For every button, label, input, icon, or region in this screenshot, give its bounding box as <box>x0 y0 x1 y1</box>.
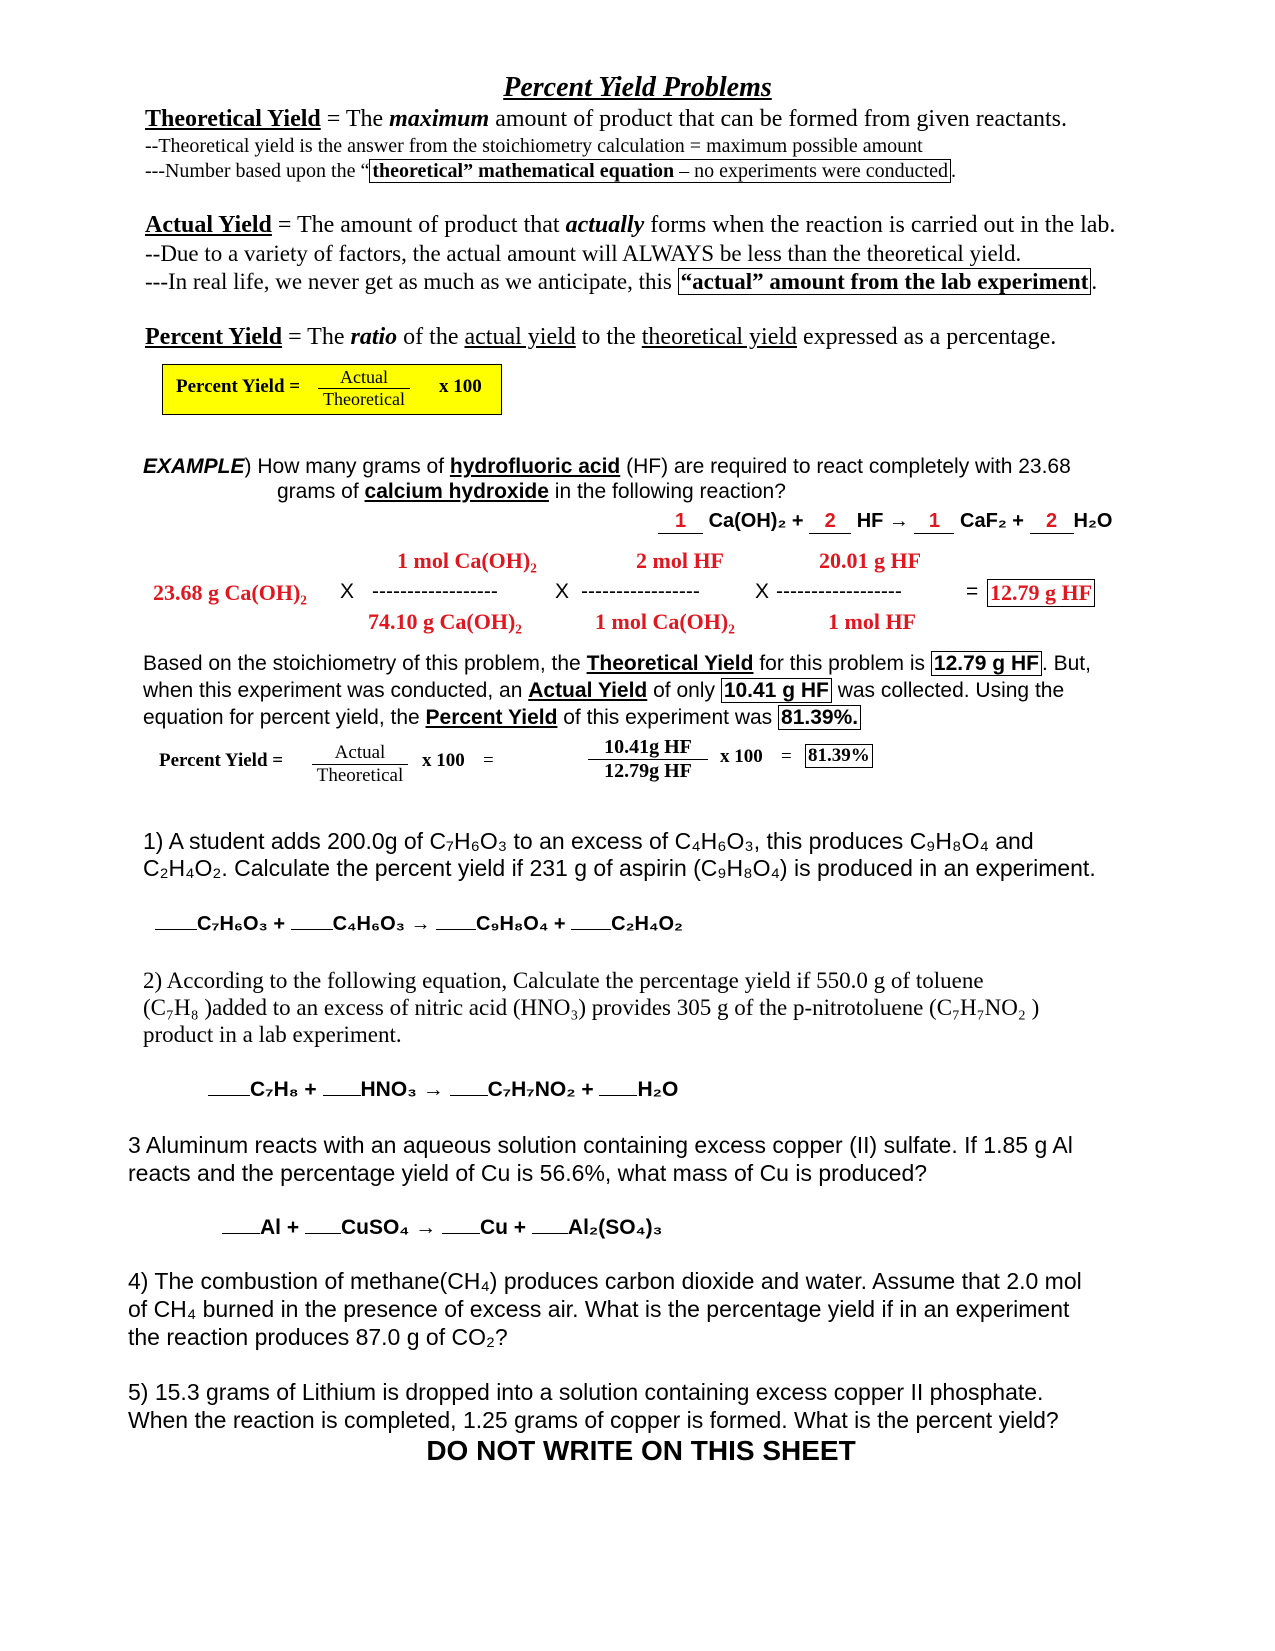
example-question-line-1: EXAMPLE) How many grams of hydrofluoric acid (HF) are required to react completely with 23.68 <box>143 455 1071 478</box>
calc-numerator-2: 2 mol HF <box>636 548 724 573</box>
calc-answer: 12.79 g HF <box>987 579 1095 607</box>
calc-start: 23.68 g Ca(OH)₂ <box>153 580 307 605</box>
example-para-line-2: when this experiment was conducted, an Actual Yield of only 10.41 g HF was collected. Using the <box>143 679 1065 702</box>
calc-bar-3: ------------------ <box>776 580 902 603</box>
formula2-fraction-values: $\frac{\text{10.41g HF}}{\text{12.79g HF}}$ <box>588 736 708 783</box>
formula2-equals-2: = <box>781 746 792 767</box>
formula-fraction: Actual Theoretical <box>318 367 410 410</box>
problem-2-line-1: 2) According to the following equation, Calculate the percentage yield if 550.0 g of toluene <box>143 968 984 993</box>
example-para-line-1: Based on the stoichiometry of this problem, the Theoretical Yield for this problem is 12.79 g HF . But, <box>143 652 1091 675</box>
problem-1-equation: C₇H₆O₃ + C₄H₆O₃ → C₉H₈O₄ + C₂H₄O₂ <box>155 913 683 936</box>
formula2-times-1: x 100 <box>422 750 465 771</box>
actual-def: Actual Yield = The amount of product that actually forms when the reaction is carried out in the lab. <box>145 212 1116 238</box>
calc-bar-1: ------------------ <box>372 580 498 603</box>
calc-times-1: X <box>340 580 355 603</box>
problem-4-line-3: the reaction produces 87.0 g of CO₂? <box>128 1324 508 1350</box>
formula2-result: 81.39% <box>805 744 873 768</box>
percent-def: Percent Yield = The ratio of the actual yield to the theoretical yield expressed as a percentage. <box>145 324 1057 350</box>
calc-denominator-1: 74.10 g Ca(OH)₂ <box>368 609 522 634</box>
actual-box: “actual” amount from the lab experiment <box>678 268 1092 295</box>
problem-4-line-1: 4) The combustion of methane(CH₄) produces carbon dioxide and water. Assume that 2.0 mol <box>128 1268 1082 1294</box>
problem-1-line-1: 1) A student adds 200.0g of C₇H₆O₃ to an excess of C₄H₆O₃, this produces C₉H₈O₄ and <box>143 828 1034 854</box>
actual-term: Actual Yield <box>145 212 272 238</box>
formula-box <box>162 364 502 415</box>
problem-2-line-2: (C₇H₈ )added to an excess of nitric acid (HNO₃) provides 305 g of the p-nitrotoluene (C₇H₇NO₂ ) <box>143 995 1040 1020</box>
calc-numerator-3: 20.01 g HF <box>819 548 922 573</box>
problem-3-equation: Al + CuSO₄ → Cu + Al₂(SO₄)₃ <box>222 1216 662 1240</box>
problem-5-line-1: 5) 15.3 grams of Lithium is dropped into a solution containing excess copper II phosphate. <box>128 1379 1044 1405</box>
calc-denominator-3: 1 mol HF <box>828 609 916 634</box>
percent-term: Percent Yield <box>145 324 283 350</box>
footer-warning: DO NOT WRITE ON THIS SHEET <box>426 1435 856 1466</box>
calc-equals: = <box>966 580 979 603</box>
problem-5-line-2: When the reaction is completed, 1.25 grams of copper is formed. What is the percent yield? <box>128 1407 1059 1433</box>
formula2-equals-1: = <box>483 750 494 771</box>
example-para-line-3: equation for percent yield, the Percent Yield of this experiment was 81.39%. <box>143 706 861 730</box>
theoretical-note-2: ---Number based upon the “ theoretical” mathematical equation – no experiments were conducted . <box>145 160 956 182</box>
actual-note-1: --Due to a variety of factors, the actual amount will ALWAYS be less than the theoretical yield. <box>145 241 1022 266</box>
calc-denominator-2: 1 mol Ca(OH)₂ <box>595 609 735 634</box>
problem-3-line-1: 3 Aluminum reacts with an aqueous solution containing excess copper (II) sulfate. If 1.85 g Al <box>128 1132 1073 1158</box>
theoretical-box: theoretical” mathematical equation <box>372 160 675 182</box>
calc-bar-2: ----------------- <box>581 580 700 603</box>
theoretical-term: Theoretical Yield <box>145 106 321 132</box>
formula2-label: Percent Yield = <box>159 750 284 771</box>
problem-1-line-2: C₂H₄O₂. Calculate the percent yield if 231 g of aspirin (C₉H₈O₄) is produced in an experiment. <box>143 855 1096 881</box>
example-question-line-2: grams of calcium hydroxide in the following reaction? <box>277 480 786 503</box>
page-title: Percent Yield Problems <box>503 72 772 103</box>
problem-3-line-2: reacts and the percentage yield of Cu is 56.6%, what mass of Cu is produced? <box>128 1160 928 1186</box>
formula-times: x 100 <box>439 376 482 397</box>
problem-2-equation: C₇H₈ + HNO₃ → C₇H₇NO₂ + H₂O <box>208 1078 678 1102</box>
example-label: EXAMPLE <box>143 455 245 478</box>
theoretical-note-1: --Theoretical yield is the answer from the stoichiometry calculation = maximum possible amount <box>145 135 923 157</box>
example-equation: 1 Ca(OH)₂ + 2 HF → 1 CaF₂ + 2 H₂O <box>658 510 1112 534</box>
formula2-times-2: x 100 <box>720 746 763 767</box>
calc-times-2: X <box>555 580 570 603</box>
calc-times-3: X <box>755 580 770 603</box>
theoretical-def: Theoretical Yield = The maximum amount of product that can be formed from given reactants. <box>145 106 1067 132</box>
formula2-fraction: Actual Theoretical <box>312 742 408 787</box>
problem-4-line-2: of CH₄ burned in the presence of excess air. What is the percentage yield if in an experiment <box>128 1296 1070 1322</box>
calc-numerator-1: 1 mol Ca(OH)₂ <box>397 548 537 573</box>
actual-note-2: ---In real life, we never get as much as we anticipate, this “actual” amount from the lab experiment . <box>145 269 1098 294</box>
formula-label: Percent Yield = <box>176 376 301 397</box>
problem-2-line-3: product in a lab experiment. <box>143 1022 402 1047</box>
